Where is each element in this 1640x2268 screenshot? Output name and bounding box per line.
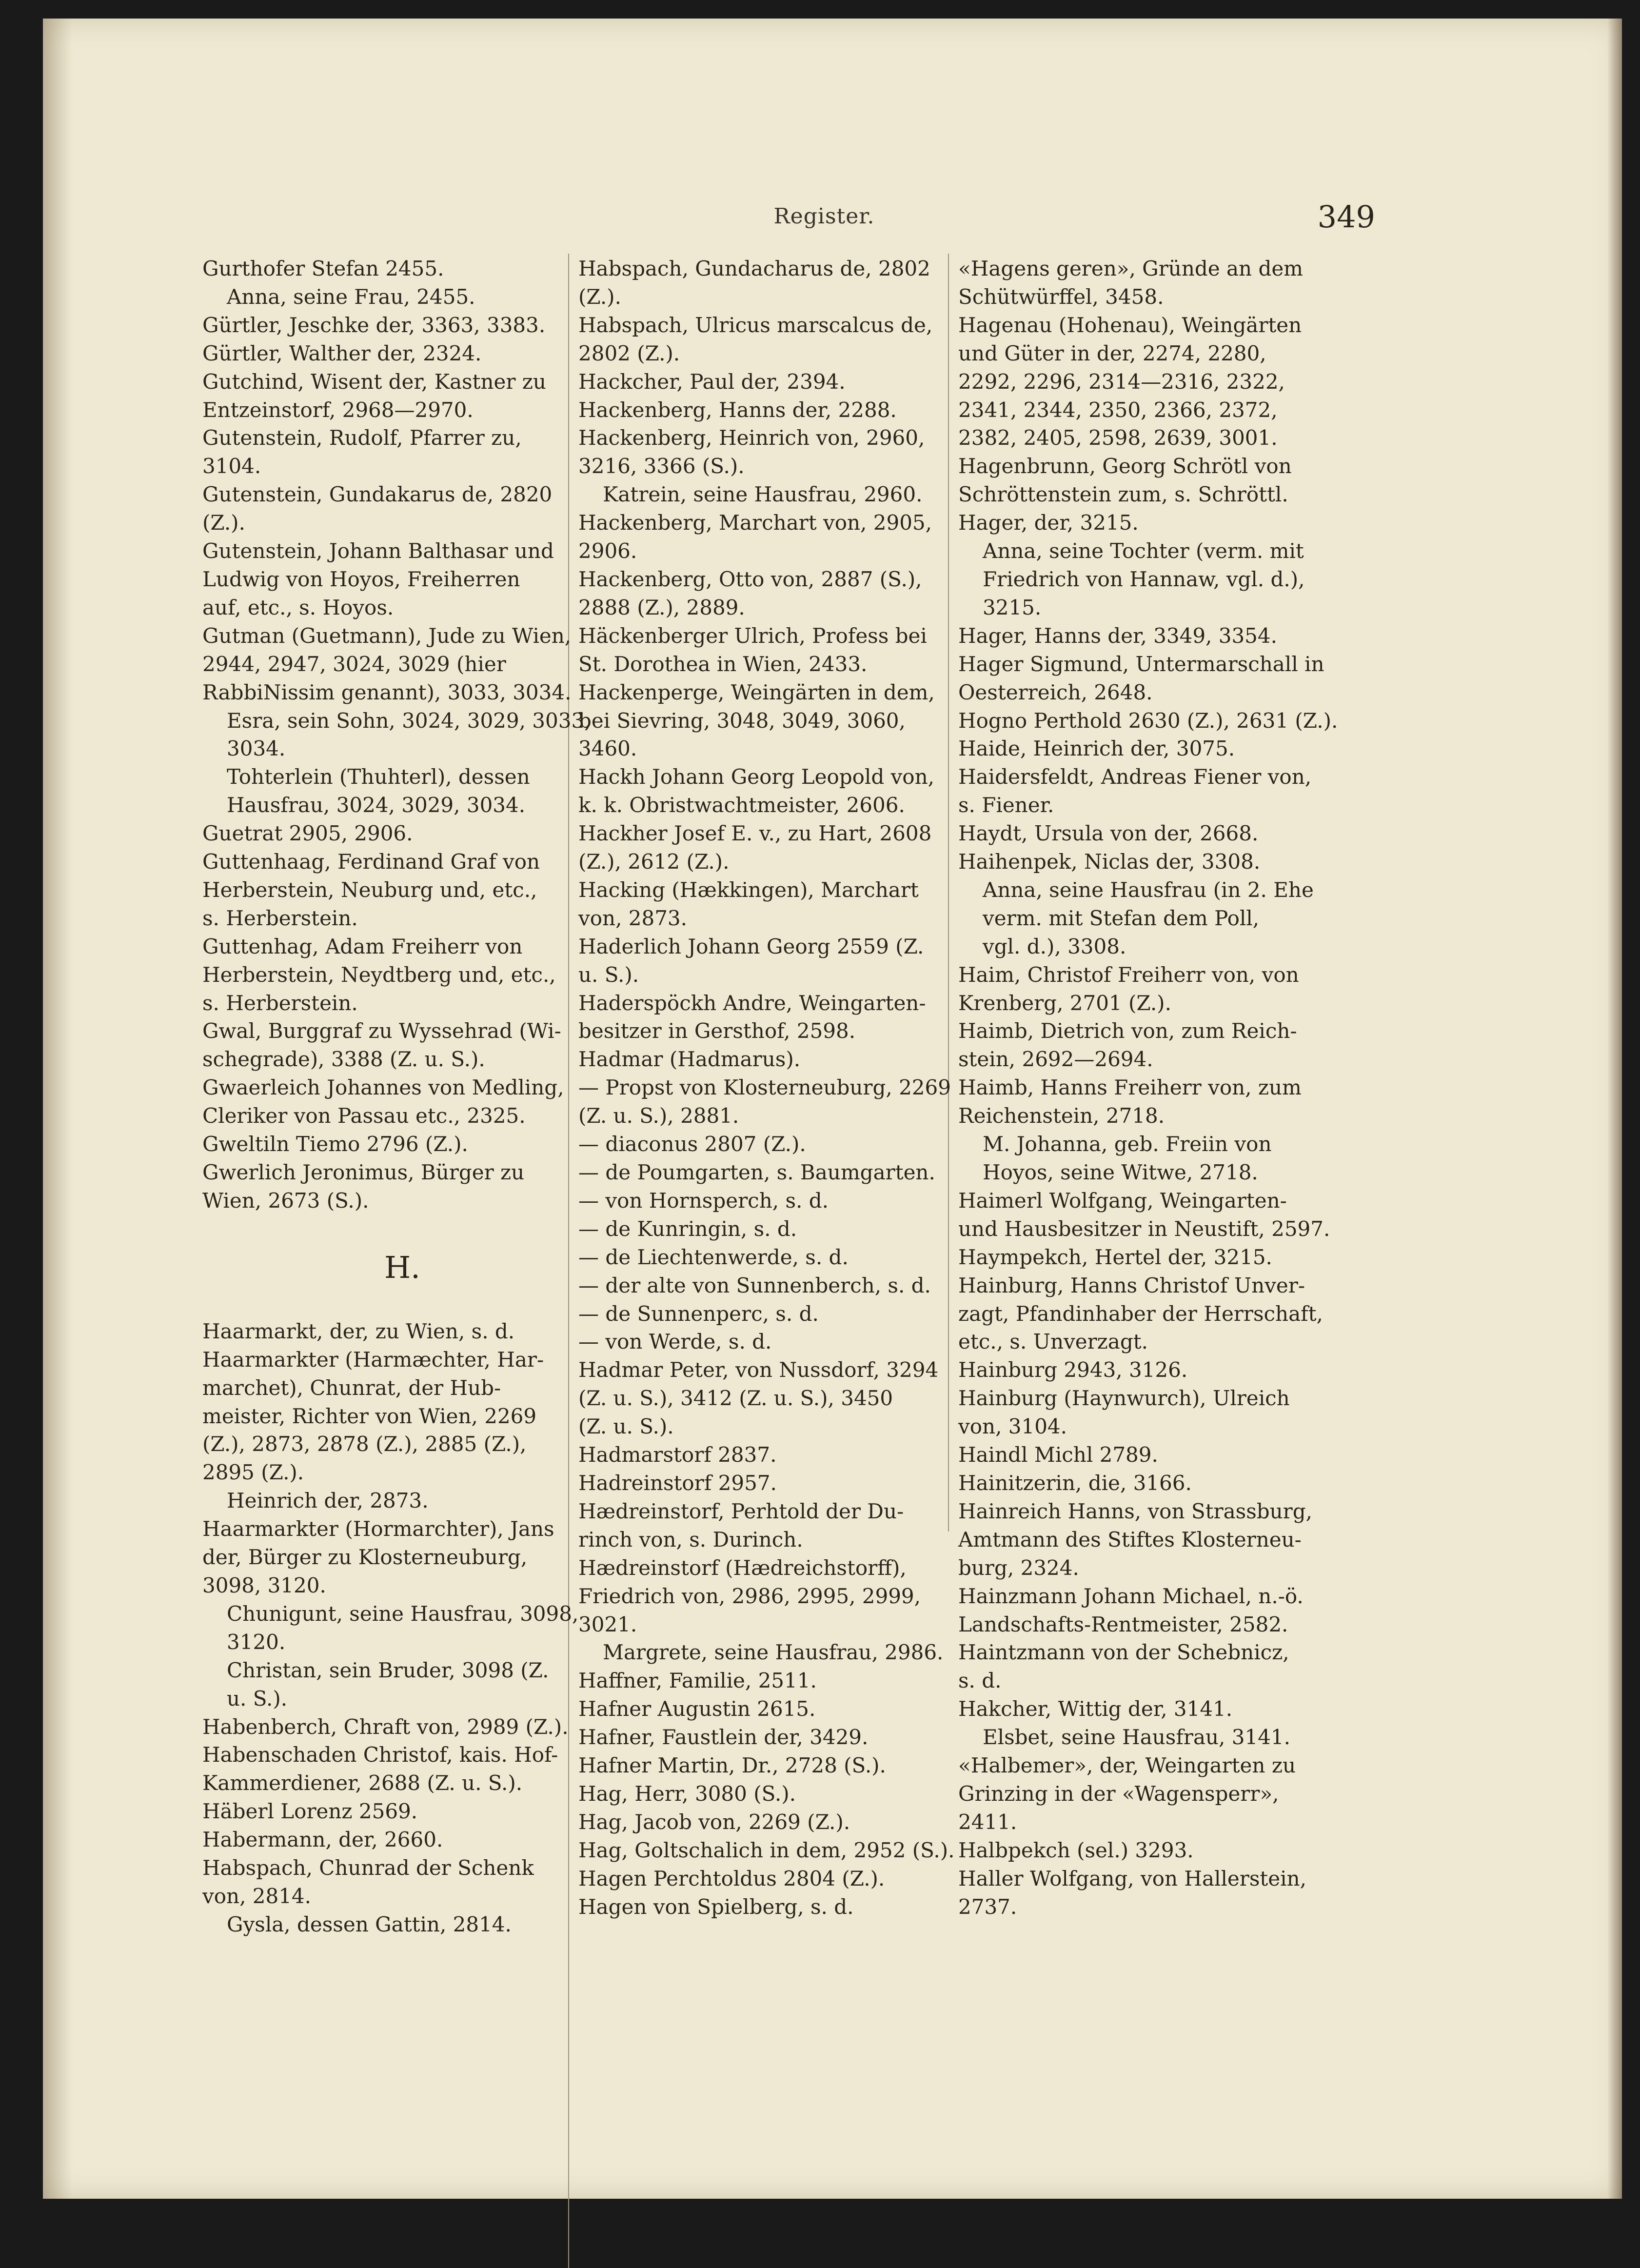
- entry-line: Haarmarkt, der, zu Wien, s. d.: [202, 1319, 515, 1343]
- entry-line: Friedrich von, 2986, 2995, 2999,: [578, 1584, 921, 1608]
- index-entry: [578, 1158, 959, 1187]
- index-entry: [202, 1017, 602, 1074]
- entry-line: Hadmar Peter, von Nussdorf, 3294: [578, 1358, 939, 1382]
- entry-line: Hager, der, 3215.: [958, 511, 1139, 535]
- index-entry: [202, 255, 602, 283]
- index-entry: [578, 819, 959, 876]
- index-entry: [958, 735, 1358, 763]
- index-entry: [202, 339, 602, 368]
- index-entry: [202, 1130, 602, 1158]
- entry-line: Hædreinstorf, Perhtold der Du-: [578, 1499, 904, 1523]
- entry-line: Haderlich Johann Georg 2559 (Z.: [578, 934, 924, 958]
- index-column-3: [958, 255, 1358, 1921]
- entry-line: Hogno Perthold 2630 (Z.), 2631 (Z.).: [958, 708, 1338, 733]
- entry-line: Gurthofer Stefan 2455.: [202, 257, 444, 280]
- index-entry: [578, 1751, 959, 1780]
- entry-line: (Z.), 2873, 2878 (Z.), 2885 (Z.),: [202, 1432, 527, 1456]
- index-column-1: [202, 255, 602, 1939]
- index-entry: [958, 1751, 1358, 1836]
- index-entries-h: [202, 1317, 602, 1939]
- entry-line: Hager Sigmund, Untermarschall in: [958, 652, 1324, 676]
- index-entry: [578, 1808, 959, 1836]
- entry-line: Margrete, seine Hausfrau, 2986.: [603, 1640, 944, 1665]
- entry-line: u. S.).: [227, 1686, 288, 1711]
- entry-line: Hoyos, seine Witwe, 2718.: [983, 1160, 1258, 1184]
- entry-line: Hakcher, Wittig der, 3141.: [958, 1697, 1233, 1721]
- entry-line: 2895 (Z.).: [202, 1460, 304, 1485]
- index-entry: [578, 1328, 959, 1356]
- entry-line: schegrade), 3388 (Z. u. S.).: [202, 1047, 485, 1072]
- entry-line: Friedrich von Hannaw, vgl. d.),: [983, 567, 1305, 591]
- index-entry: [578, 1243, 959, 1272]
- entry-line: Anna, seine Hausfrau (in 2. Ehe: [983, 877, 1314, 902]
- entry-line: Guttenhaag, Ferdinand Graf von: [202, 850, 540, 874]
- entry-line: Habenberch, Chraft von, 2989 (Z.).: [202, 1714, 569, 1739]
- entry-line: Christan, sein Bruder, 3098 (Z.: [227, 1658, 549, 1682]
- index-entry: [578, 1187, 959, 1215]
- entry-line: Wien, 2673 (S.).: [202, 1188, 369, 1213]
- index-entry: [578, 678, 959, 763]
- index-subentry: [202, 1910, 602, 1939]
- entry-line: bei Sievring, 3048, 3049, 3060,: [578, 708, 906, 733]
- entry-line: Amtmann des Stiftes Klosterneu-: [958, 1527, 1302, 1552]
- entry-line: 2888 (Z.), 2889.: [578, 595, 745, 619]
- entry-line: Hacking (Hækkingen), Marchart: [578, 877, 919, 902]
- index-entry: [202, 1713, 602, 1741]
- entry-line: Anna, seine Frau, 2455.: [227, 284, 475, 309]
- entry-line: RabbiNissim genannt), 3033, 3034.: [202, 680, 572, 704]
- index-entry: [958, 848, 1358, 876]
- entry-line: Haimerl Wolfgang, Weingarten-: [958, 1188, 1287, 1213]
- entry-line: meister, Richter von Wien, 2269: [202, 1404, 537, 1428]
- entry-line: St. Dorothea in Wien, 2433.: [578, 652, 868, 676]
- entry-line: — diaconus 2807 (Z.).: [578, 1132, 806, 1156]
- entry-line: Esra, sein Sohn, 3024, 3029, 3033,: [227, 708, 591, 733]
- entry-line: Heinrich der, 2873.: [227, 1489, 429, 1513]
- entry-line: Gutchind, Wisent der, Kastner zu: [202, 369, 546, 394]
- index-entry: [958, 1695, 1358, 1723]
- entry-line: Haffner, Familie, 2511.: [578, 1669, 817, 1693]
- index-entry: [958, 509, 1358, 537]
- entry-line: Haarmarkter (Hormarchter), Jans: [202, 1517, 554, 1541]
- entry-line: 3104.: [202, 454, 261, 478]
- index-entry: [958, 311, 1358, 453]
- index-entry: [202, 537, 602, 622]
- entry-line: Hainitzerin, die, 3166.: [958, 1471, 1192, 1495]
- index-entry: [958, 961, 1358, 1017]
- entry-line: Schröttenstein zum, s. Schröttl.: [958, 482, 1288, 507]
- entry-line: besitzer in Gersthof, 2598.: [578, 1019, 856, 1043]
- entry-line: 2944, 2947, 3024, 3029 (hier: [202, 652, 506, 676]
- index-subentry: [958, 1723, 1358, 1751]
- index-subentry: [202, 1600, 602, 1656]
- entry-line: Hackenberg, Otto von, 2887 (S.),: [578, 567, 922, 591]
- index-entry: [578, 311, 959, 368]
- entry-line: Herberstein, Neuburg und, etc.,: [202, 877, 537, 902]
- entry-line: Haidersfeldt, Andreas Fiener von,: [958, 765, 1312, 789]
- entry-line: 2382, 2405, 2598, 2639, 3001.: [958, 426, 1278, 450]
- index-entry: [578, 509, 959, 565]
- entry-line: — de Sunnenperc, s. d.: [578, 1301, 819, 1326]
- entry-line: (Z. u. S.), 2881.: [578, 1104, 739, 1128]
- entry-line: Hackenperge, Weingärten in dem,: [578, 680, 935, 704]
- entry-line: stein, 2692—2694.: [958, 1047, 1153, 1072]
- index-entry: [958, 707, 1358, 735]
- index-entry: [202, 1158, 602, 1215]
- index-entry: [578, 1356, 959, 1441]
- entry-line: Cleriker von Passau etc., 2325.: [202, 1104, 526, 1128]
- index-entry: [958, 650, 1358, 707]
- index-entry: [578, 933, 959, 989]
- entry-line: vgl. d.), 3308.: [983, 934, 1126, 958]
- entry-line: Entzeinstorf, 2968—2970.: [202, 398, 474, 422]
- entry-line: 3215.: [983, 595, 1042, 619]
- index-entry: [202, 819, 602, 848]
- page-number: 349: [1317, 199, 1375, 235]
- entry-line: Hackher Josef E. v., zu Hart, 2608: [578, 821, 932, 846]
- entry-line: Haarmarkter (Harmæchter, Har-: [202, 1347, 544, 1372]
- entry-line: 3216, 3366 (S.).: [578, 454, 745, 478]
- index-entry: [202, 1346, 602, 1487]
- index-entry: [202, 1317, 602, 1346]
- entry-line: marchet), Chunrat, der Hub-: [202, 1375, 501, 1400]
- entry-line: Hackenberg, Hanns der, 2288.: [578, 398, 897, 422]
- running-head: Register.: [773, 204, 875, 229]
- entry-line: zagt, Pfandinhaber der Herrschaft,: [958, 1301, 1323, 1326]
- index-entry: [578, 876, 959, 933]
- index-entry: [578, 565, 959, 622]
- entry-line: Gutenstein, Johann Balthasar und: [202, 539, 554, 563]
- entry-line: Herberstein, Neydtberg und, etc.,: [202, 962, 556, 987]
- index-entry: [202, 1826, 602, 1854]
- entry-line: 2341, 2344, 2350, 2366, 2372,: [958, 398, 1278, 422]
- index-entry: [578, 1045, 959, 1074]
- index-entry: [958, 1497, 1358, 1582]
- entry-line: Hafner, Faustlein der, 3429.: [578, 1725, 869, 1750]
- index-entry: [578, 1272, 959, 1300]
- index-entry: [578, 1667, 959, 1695]
- entry-line: rinch von, s. Durinch.: [578, 1527, 803, 1552]
- index-entry: [202, 311, 602, 339]
- entry-line: Hagenau (Hohenau), Weingärten: [958, 313, 1302, 337]
- entry-line: (Z.).: [202, 511, 245, 535]
- entry-line: 2737.: [958, 1894, 1017, 1919]
- entry-line: «Hagens geren», Gründe an dem: [958, 257, 1304, 280]
- entry-line: verm. mit Stefan dem Poll,: [983, 906, 1260, 930]
- index-entry: [958, 763, 1358, 819]
- index-entry: [578, 1836, 959, 1865]
- entry-line: 2411.: [958, 1810, 1017, 1834]
- entry-line: Hag, Goltschalich in dem, 2952 (S.).: [578, 1838, 955, 1862]
- entry-line: Habspach, Ulricus marscalcus de,: [578, 313, 933, 337]
- index-entry: [958, 1074, 1358, 1130]
- entry-line: Gutenstein, Gundakarus de, 2820: [202, 482, 553, 507]
- index-entry: [578, 1893, 959, 1921]
- entry-line: Hainburg 2943, 3126.: [958, 1358, 1188, 1382]
- entry-line: Ludwig von Hoyos, Freiherren: [202, 567, 520, 591]
- entry-line: 3120.: [227, 1630, 286, 1654]
- index-entry: [578, 1865, 959, 1893]
- entry-line: Hafner Martin, Dr., 2728 (S.).: [578, 1753, 886, 1778]
- entry-line: und Güter in der, 2274, 2280,: [958, 341, 1266, 365]
- entry-line: Habspach, Gundacharus de, 2802: [578, 257, 930, 280]
- entry-line: Haihenpek, Niclas der, 3308.: [958, 850, 1261, 874]
- entry-line: Katrein, seine Hausfrau, 2960.: [603, 482, 923, 507]
- entry-line: Haller Wolfgang, von Hallerstein,: [958, 1866, 1306, 1890]
- entry-line: (Z.).: [578, 284, 621, 309]
- index-entry: [958, 1582, 1358, 1639]
- index-entry: [202, 424, 602, 480]
- index-subentry: [958, 537, 1358, 622]
- entry-line: Gwaerleich Johannes von Medling,: [202, 1075, 564, 1100]
- index-entry: [958, 1187, 1358, 1243]
- entry-line: Gürtler, Walther der, 2324.: [202, 341, 482, 365]
- entry-line: von, 2814.: [202, 1884, 312, 1908]
- entry-line: Hager, Hanns der, 3349, 3354.: [958, 623, 1277, 648]
- entry-line: Elsbet, seine Hausfrau, 3141.: [983, 1725, 1290, 1750]
- entry-line: M. Johanna, geb. Freiin von: [983, 1132, 1272, 1156]
- index-entry: [958, 1243, 1358, 1272]
- entry-line: Hackcher, Paul der, 2394.: [578, 369, 846, 394]
- index-entry: [578, 1441, 959, 1469]
- entry-line: Hag, Herr, 3080 (S.).: [578, 1781, 796, 1806]
- entry-line: Kammerdiener, 2688 (Z. u. S.).: [202, 1771, 523, 1795]
- entry-line: — von Werde, s. d.: [578, 1330, 772, 1354]
- entry-line: von, 2873.: [578, 906, 688, 930]
- index-entry: [958, 819, 1358, 848]
- entry-line: Guetrat 2905, 2906.: [202, 821, 413, 846]
- entry-line: Grinzing in der «Wagensperr»,: [958, 1781, 1279, 1806]
- entry-line: Gysla, dessen Gattin, 2814.: [227, 1912, 512, 1936]
- entry-line: Hag, Jacob von, 2269 (Z.).: [578, 1810, 850, 1834]
- index-entry: [578, 1554, 959, 1639]
- entry-line: Häberl Lorenz 2569.: [202, 1799, 418, 1824]
- section-letter: H.: [384, 1249, 420, 1285]
- index-entry: [202, 1515, 602, 1600]
- entry-line: Guttenhag, Adam Freiherr von: [202, 934, 523, 958]
- index-entry: [578, 1497, 959, 1554]
- entry-line: von, 3104.: [958, 1414, 1067, 1439]
- entry-line: 3034.: [227, 736, 286, 761]
- entry-line: Haydt, Ursula von der, 2668.: [958, 821, 1259, 846]
- entry-line: Hadreinstorf 2957.: [578, 1471, 777, 1495]
- index-subentry: [202, 283, 602, 311]
- index-entry: [958, 1836, 1358, 1865]
- entry-line: Hainreich Hanns, von Strassburg,: [958, 1499, 1312, 1523]
- entry-line: — de Kunringin, s. d.: [578, 1216, 797, 1241]
- entry-line: 3460.: [578, 736, 637, 761]
- entry-line: Habspach, Chunrad der Schenk: [202, 1856, 534, 1880]
- entry-line: Haimb, Dietrich von, zum Reich-: [958, 1019, 1297, 1043]
- entry-line: der, Bürger zu Klosterneuburg,: [202, 1545, 528, 1570]
- index-entry: [578, 1215, 959, 1243]
- entry-line: s. d.: [958, 1669, 1002, 1693]
- entry-line: Gürtler, Jeschke der, 3363, 3383.: [202, 313, 546, 337]
- index-entry: [578, 1130, 959, 1158]
- index-entry: [578, 368, 959, 396]
- entry-line: Haide, Heinrich der, 3075.: [958, 736, 1235, 761]
- entry-line: Haim, Christof Freiherr von, von: [958, 962, 1299, 987]
- entry-line: etc., s. Unverzagt.: [958, 1330, 1148, 1354]
- entry-line: «Halbemer», der, Weingarten zu: [958, 1753, 1296, 1778]
- entry-line: Hackenberg, Marchart von, 2905,: [578, 511, 932, 535]
- entry-line: Gutenstein, Rudolf, Pfarrer zu,: [202, 426, 522, 450]
- entry-line: Hainburg, Hanns Christof Unver-: [958, 1273, 1305, 1297]
- entry-line: Oesterreich, 2648.: [958, 680, 1153, 704]
- entry-line: s. Herberstein.: [202, 991, 358, 1015]
- index-entry: [958, 1384, 1358, 1441]
- entry-line: — de Liechtenwerde, s. d.: [578, 1245, 849, 1269]
- entry-line: Hagen Perchtoldus 2804 (Z.).: [578, 1866, 885, 1890]
- entry-line: Haderspöckh Andre, Weingarten-: [578, 991, 926, 1015]
- entry-line: Landschafts-Rentmeister, 2582.: [958, 1612, 1288, 1636]
- index-entry: [578, 1695, 959, 1723]
- entry-line: 3021.: [578, 1612, 637, 1636]
- index-entry: [578, 1074, 959, 1130]
- entry-line: Krenberg, 2701 (Z.).: [958, 991, 1171, 1015]
- index-entry: [578, 424, 959, 480]
- index-entry: [958, 452, 1358, 509]
- entry-line: Hackenberg, Heinrich von, 2960,: [578, 426, 925, 450]
- gutter-shadow: [43, 19, 72, 2199]
- index-entry: [202, 480, 602, 537]
- entry-line: u. S.).: [578, 962, 639, 987]
- entry-line: Hadmarstorf 2837.: [578, 1443, 777, 1467]
- entry-line: Hadmar (Hadmarus).: [578, 1047, 801, 1072]
- entry-line: — de Poumgarten, s. Baumgarten.: [578, 1160, 935, 1184]
- index-subentry: [578, 1638, 959, 1667]
- entry-line: Haintzmann von der Schebnicz,: [958, 1640, 1289, 1665]
- entry-line: Gwerlich Jeronimus, Bürger zu: [202, 1160, 525, 1184]
- page-edge-shadow: [1607, 19, 1622, 2199]
- entry-line: Häckenberger Ulrich, Profess bei: [578, 623, 927, 648]
- entry-line: Hagen von Spielberg, s. d.: [578, 1894, 854, 1919]
- index-entry: [578, 255, 959, 311]
- index-entry: [202, 933, 602, 1017]
- entry-line: Chunigunt, seine Hausfrau, 3098,: [227, 1601, 579, 1626]
- entry-line: Haindl Michl 2789.: [958, 1443, 1158, 1467]
- index-entry: [578, 1469, 959, 1497]
- index-entries-g: [202, 255, 602, 1215]
- entry-line: 2292, 2296, 2314—2316, 2322,: [958, 369, 1285, 394]
- index-entry: [578, 763, 959, 819]
- entry-line: — der alte von Sunnenberch, s. d.: [578, 1273, 931, 1297]
- index-entry: [958, 1638, 1358, 1695]
- entry-line: Gutman (Guetmann), Jude zu Wien,: [202, 623, 572, 648]
- index-entry: [578, 1723, 959, 1751]
- index-entry: [202, 1741, 602, 1797]
- entry-line: Habermann, der, 2660.: [202, 1828, 443, 1852]
- index-entry: [578, 989, 959, 1046]
- entry-line: auf, etc., s. Hoyos.: [202, 595, 394, 619]
- entry-line: 2802 (Z.).: [578, 341, 680, 365]
- entry-line: Hausfrau, 3024, 3029, 3034.: [227, 793, 526, 817]
- index-entry: [958, 1272, 1358, 1356]
- index-entry: [578, 622, 959, 678]
- index-column-2: [578, 255, 959, 1921]
- index-entry: [958, 1865, 1358, 1921]
- index-entry: [578, 1780, 959, 1808]
- entry-line: s. Fiener.: [958, 793, 1054, 817]
- entry-line: und Hausbesitzer in Neustift, 2597.: [958, 1216, 1330, 1241]
- entry-line: Hainzmann Johann Michael, n.-ö.: [958, 1584, 1304, 1608]
- index-subentry: [958, 1130, 1358, 1187]
- index-entry: [958, 622, 1358, 650]
- entry-line: Hainburg (Haynwurch), Ulreich: [958, 1386, 1290, 1411]
- entry-line: Hagenbrunn, Georg Schrötl von: [958, 454, 1292, 478]
- entry-line: Halbpekch (sel.) 3293.: [958, 1838, 1194, 1862]
- entry-line: Reichenstein, 2718.: [958, 1104, 1165, 1128]
- entry-line: Anna, seine Tochter (verm. mit: [983, 539, 1304, 563]
- entry-line: Haympekch, Hertel der, 3215.: [958, 1245, 1272, 1269]
- index-entry: [202, 1074, 602, 1130]
- index-entry: [958, 1469, 1358, 1497]
- index-subentry: [202, 707, 602, 763]
- entry-line: 3098, 3120.: [202, 1573, 326, 1597]
- entry-line: — von Hornsperch, s. d.: [578, 1188, 829, 1213]
- index-subentry: [958, 876, 1358, 961]
- entry-line: Hafner Augustin 2615.: [578, 1697, 816, 1721]
- entry-line: Gweltiln Tiemo 2796 (Z.).: [202, 1132, 468, 1156]
- entry-line: — Propst von Klosterneuburg, 2269: [578, 1075, 951, 1100]
- index-entry: [958, 1356, 1358, 1384]
- index-subentry: [578, 480, 959, 509]
- entry-line: s. Herberstein.: [202, 906, 358, 930]
- index-entry: [578, 1300, 959, 1328]
- index-subentry: [202, 763, 602, 819]
- entry-line: Schütwürffel, 3458.: [958, 284, 1164, 309]
- entry-line: Haimb, Hanns Freiherr von, zum: [958, 1075, 1302, 1100]
- index-entry: [202, 622, 602, 707]
- index-entry: [202, 848, 602, 933]
- index-entry: [958, 1441, 1358, 1469]
- entry-line: (Z. u. S.), 3412 (Z. u. S.), 3450: [578, 1386, 893, 1411]
- entry-line: Gwal, Burggraf zu Wyssehrad (Wi-: [202, 1019, 561, 1043]
- index-entry: [958, 1017, 1358, 1074]
- entry-line: k. k. Obristwachtmeister, 2606.: [578, 793, 905, 817]
- index-subentry: [202, 1656, 602, 1713]
- entry-line: (Z. u. S.).: [578, 1414, 674, 1439]
- entry-line: burg, 2324.: [958, 1555, 1079, 1580]
- entry-line: 2906.: [578, 539, 637, 563]
- index-entry: [202, 368, 602, 424]
- index-subentry: [202, 1487, 602, 1515]
- entry-line: Hackh Johann Georg Leopold von,: [578, 765, 934, 789]
- index-entry: [202, 1854, 602, 1910]
- entry-line: (Z.), 2612 (Z.).: [578, 850, 730, 874]
- entry-line: Habenschaden Christof, kais. Hof-: [202, 1743, 558, 1767]
- index-entry: [958, 255, 1358, 311]
- index-entry: [202, 1797, 602, 1826]
- entry-line: Hædreinstorf (Hædreichstorff),: [578, 1555, 907, 1580]
- index-entry: [578, 396, 959, 424]
- entry-line: Tohterlein (Thuhterl), dessen: [227, 765, 530, 789]
